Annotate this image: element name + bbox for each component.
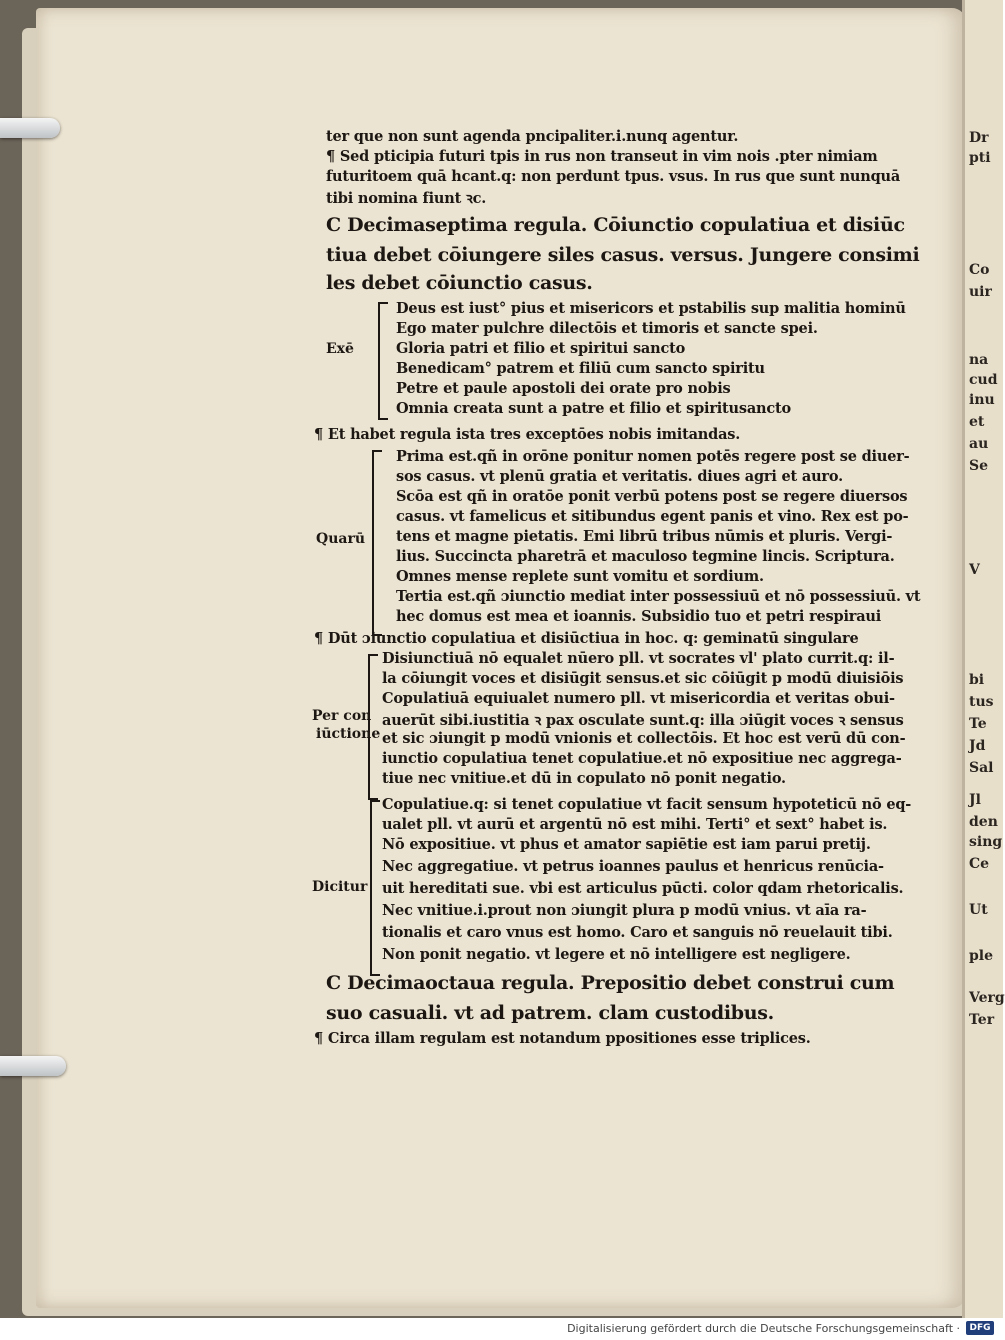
- side-label-exem: Exē: [326, 341, 354, 357]
- exception-line: tens et magne pietatis. Emi librū tribus nūmis et pluris. Vergi-: [396, 528, 893, 545]
- facing-fragment: pti: [969, 150, 991, 166]
- facing-fragment: den: [969, 814, 998, 830]
- exception-line: sos casus. vt plenū gratia et veritatis. diues agri et auro.: [396, 468, 843, 485]
- side-label-quaru: Quarū: [316, 531, 365, 547]
- heading-rule-17: C Decimaseptima regula. Cōiunctio copulatiua et disiūc: [326, 214, 905, 236]
- text-line: ¶ Circa illam regulam est notandum ppositiones esse triplices.: [314, 1030, 811, 1047]
- exception-line: Prima est.qñ in orōne ponitur nomen potēs regere post se diuer-: [396, 448, 910, 465]
- facing-page-edge: [962, 0, 1003, 1318]
- conjunction-line: tiue nec vnitiue.et dū in copulato nō ponit negatio.: [382, 770, 786, 787]
- facing-fragment: Ce: [969, 856, 990, 872]
- conjunction-line: auerūt sibi.iustitia ꝛ pax osculate sunt.q: illa ɔiūgit voces ꝛ sensus: [382, 712, 904, 729]
- facing-fragment: tus: [969, 694, 994, 710]
- text-line: ¶ Dūt ɔiunctio copulatiua et disiūctiua in hoc. q: geminatū singulare: [314, 630, 859, 647]
- facing-fragment: Ter: [969, 1012, 995, 1028]
- facing-fragment: Se: [969, 458, 989, 474]
- exception-line: hec domus est mea et ioannis. Subsidio tuo et petri respiraui: [396, 608, 882, 625]
- conjunction-line: iunctio copulatiua tenet copulatiue.et nō expositiue nec aggrega-: [382, 750, 902, 767]
- dicitur-line: Non ponit negatio. vt legere et nō intelligere est negligere.: [382, 946, 851, 963]
- facing-fragment: Ut: [969, 902, 988, 918]
- brace-examples: [378, 302, 380, 420]
- exception-line: Tertia est.qñ ɔiunctio mediat inter possessiuū et nō possessiuū. vt: [396, 588, 921, 605]
- dfg-logo: DFG: [966, 1321, 994, 1335]
- facing-fragment: Jl: [969, 792, 981, 808]
- conjunction-line: et sic ɔiungit p modū vnionis et collectōis. Et hoc est verū dū con-: [382, 730, 906, 747]
- facing-fragment: et: [969, 414, 985, 430]
- heading-rule-18: C Decimaoctaua regula. Prepositio debet construi cum: [326, 972, 895, 994]
- conjunction-line: Disiunctiuā nō equalet nūero pll. vt socrates vl' plato currit.q: il-: [382, 650, 895, 667]
- facing-fragment: cud: [969, 372, 998, 388]
- funding-credit: Digitalisierung gefördert durch die Deutsche Forschungsgemeinschaft ·: [567, 1322, 960, 1335]
- dicitur-line: Copulatiue.q: si tenet copulatiue vt facit sensum hypoteticū nō eq-: [382, 796, 912, 813]
- facing-fragment: inu: [969, 392, 995, 408]
- conjunction-line: Copulatiuā equiualet numero pll. vt misericordia et veritas obui-: [382, 690, 895, 707]
- facing-fragment: au: [969, 436, 989, 452]
- left-clip-top: [0, 118, 60, 138]
- dicitur-line: tionalis et caro vnus est homo. Caro et sanguis nō reuelauit tibi.: [382, 924, 893, 941]
- exception-line: Scōa est qñ in oratōe ponit verbū potens post se regere diuersos: [396, 488, 908, 505]
- example-line: Petre et paule apostoli dei orate pro nobis: [396, 380, 731, 397]
- facing-fragment: Jd: [969, 738, 986, 754]
- footer-bar: [0, 1318, 1000, 1340]
- exception-line: lius. Succincta pharetrā et maculoso tegmine lincis. Scriptura.: [396, 548, 895, 565]
- text-line: ¶ Sed pticipia futuri tpis in rus non transeut in vim nois .pter nimiam: [326, 148, 878, 165]
- side-label-per-con: Per con: [312, 708, 372, 724]
- conjunction-line: la cōiungit voces et disiūgit sensus.et sic cōiūgit p modū diuisiōis: [382, 670, 904, 687]
- side-label-iunctione: iūctione: [316, 726, 381, 742]
- exception-line: casus. vt famelicus et sitibundus egent panis et vino. Rex est po-: [396, 508, 909, 525]
- text-line: ter que non sunt agenda pncipaliter.i.nunq agentur.: [326, 128, 739, 145]
- dicitur-line: ualet pll. vt aurū et argentū nō est mihi. Terti° et sext° habet is.: [382, 816, 888, 833]
- facing-fragment: Te: [969, 716, 987, 732]
- facing-fragment: sing: [969, 834, 1003, 850]
- dicitur-line: Nō expositiue. vt phus et amator sapiētie est iam parui pretij.: [382, 836, 871, 853]
- example-line: Omnia creata sunt a patre et filio et spiritusancto: [396, 400, 792, 417]
- example-line: Ego mater pulchre dilectōis et timoris et sancte spei.: [396, 320, 818, 337]
- text-line: les debet cōiunctio casus.: [326, 272, 593, 294]
- facing-fragment: ple: [969, 948, 994, 964]
- example-line: Benedicam° patrem et filiū cum sancto spiritu: [396, 360, 765, 377]
- facing-fragment: Verg: [969, 990, 1005, 1006]
- brace-exceptions: [372, 450, 374, 636]
- text-line: ¶ Et habet regula ista tres exceptōes nobis imitandas.: [314, 426, 741, 443]
- text-line: futuritoem quā hcant.q: non perdunt tpus. vsus. In rus que sunt nunquā: [326, 168, 901, 185]
- text-line: tibi nomina fiunt ꝛc.: [326, 190, 487, 207]
- brace-dicitur: [370, 800, 372, 976]
- facing-fragment: Sal: [969, 760, 994, 776]
- facing-fragment: Co: [969, 262, 990, 278]
- example-line: Gloria patri et filio et spiritui sancto: [396, 340, 686, 357]
- example-line: Deus est iust° pius et misericors et pstabilis sup malitia hominū: [396, 300, 906, 317]
- facing-fragment: uir: [969, 284, 992, 300]
- facing-fragment: na: [969, 352, 989, 368]
- dicitur-line: Nec aggregatiue. vt petrus ioannes paulus et henricus renūcia-: [382, 858, 884, 875]
- dicitur-line: uit hereditati sue. vbi est articulus pūcti. color qdam rhetoricalis.: [382, 880, 904, 897]
- side-label-dicitur: Dicitur: [312, 879, 368, 895]
- facing-fragment: Dr: [969, 130, 989, 146]
- dicitur-line: Nec vnitiue.i.prout non ɔiungit plura p modū vnius. vt aīa ra-: [382, 902, 867, 919]
- exception-line: Omnes mense replete sunt vomitu et sordium.: [396, 568, 764, 585]
- facing-fragment: bi: [969, 672, 985, 688]
- text-line: suo casuali. vt ad patrem. clam custodibus.: [326, 1002, 774, 1024]
- left-clip-bottom: [0, 1056, 66, 1076]
- facing-fragment: V: [969, 562, 980, 578]
- text-line: tiua debet cōiungere siles casus. versus. Jungere consimi: [326, 244, 920, 266]
